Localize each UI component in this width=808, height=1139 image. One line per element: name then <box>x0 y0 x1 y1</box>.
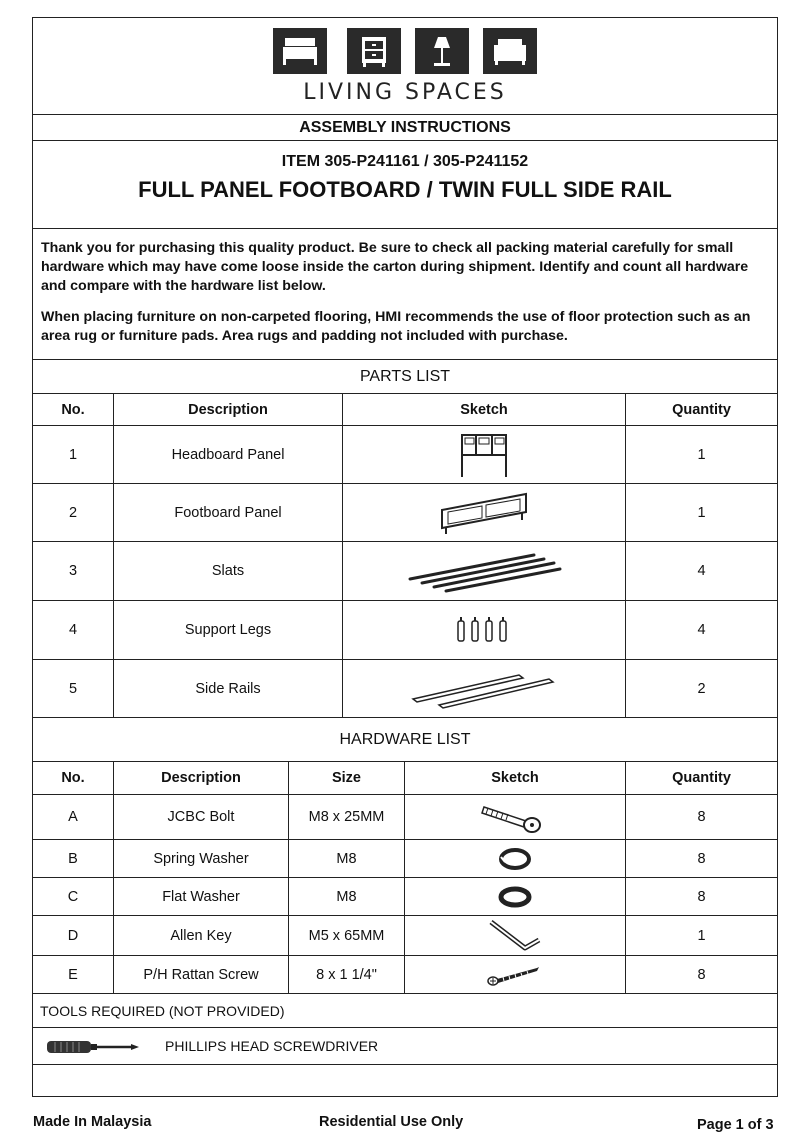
hardware-description: Allen Key <box>114 916 289 955</box>
instruction-sheet <box>32 17 778 1097</box>
hardware-quantity: 8 <box>697 888 706 905</box>
col-no: No. <box>33 394 114 425</box>
col-size: Size <box>289 762 405 794</box>
col-quantity: Quantity <box>672 770 731 786</box>
brand-logo <box>33 18 777 115</box>
parts-list-title: PARTS LIST <box>33 360 777 394</box>
hardware-description: JCBC Bolt <box>114 795 289 839</box>
parts-table <box>33 394 777 718</box>
hardware-size: M8 <box>289 840 405 877</box>
side-rails-icon <box>343 660 626 717</box>
page-number: Page 1 of 3 <box>697 1117 774 1133</box>
hardware-size: 8 x 1 1/4" <box>289 956 405 993</box>
part-quantity: 4 <box>697 563 706 579</box>
table-row <box>33 426 777 484</box>
table-row <box>33 484 777 542</box>
part-description: Footboard Panel <box>114 484 343 541</box>
part-no: 2 <box>33 484 114 541</box>
flat-washer-icon <box>405 878 626 915</box>
hardware-table <box>33 762 777 994</box>
hardware-quantity: 8 <box>697 809 706 825</box>
hardware-size: M5 x 65MM <box>289 916 405 955</box>
part-no: 4 <box>33 601 114 659</box>
table-row <box>33 601 777 660</box>
item-header <box>33 141 777 229</box>
table-row <box>33 660 777 718</box>
part-quantity: 1 <box>697 504 706 521</box>
allen-key-icon <box>405 916 626 955</box>
part-description: Side Rails <box>114 660 343 717</box>
screw-icon <box>405 956 626 993</box>
spring-washer-icon <box>405 840 626 877</box>
tools-row <box>33 1028 777 1065</box>
hardware-no: A <box>33 795 114 839</box>
hardware-no: D <box>33 916 114 955</box>
col-no: No. <box>33 762 114 794</box>
hardware-quantity: 8 <box>697 966 706 983</box>
hardware-size: M8 x 25MM <box>289 795 405 839</box>
hardware-list-title: HARDWARE LIST <box>33 719 777 762</box>
hardware-size: M8 <box>289 878 405 915</box>
support-legs-icon <box>343 601 626 659</box>
part-no: 1 <box>33 426 114 483</box>
headboard-panel-icon <box>343 426 626 483</box>
col-description: Description <box>114 394 343 425</box>
hardware-no: B <box>33 840 114 877</box>
armchair-icon <box>483 28 537 74</box>
nightstand-icon <box>347 28 401 74</box>
part-quantity: 1 <box>697 446 706 463</box>
table-row <box>33 878 777 916</box>
tool-name: PHILLIPS HEAD SCREWDRIVER <box>165 1038 379 1054</box>
intro-paragraph-2: When placing furniture on non-carpeted flooring, HMI recommends the use of floor protection such as an area rug or furniture pads. Area rugs and padding not included with purchase. <box>41 309 751 344</box>
part-description: Headboard Panel <box>114 426 343 483</box>
bed-icon <box>273 28 327 74</box>
tools-required-title: TOOLS REQUIRED (NOT PROVIDED) <box>33 994 777 1028</box>
part-quantity: 2 <box>697 680 706 697</box>
parts-header-row <box>33 394 777 426</box>
screwdriver-icon <box>45 1036 141 1061</box>
table-row <box>33 916 777 956</box>
table-row <box>33 795 777 840</box>
part-no: 3 <box>33 542 114 600</box>
intro-paragraph-1: Thank you for purchasing this quality product. Be sure to check all packing material carefully for small hardware which may have come loose inside the carton during shipment. Identify and count all hardware and compare with the hardware list below. <box>41 240 749 294</box>
lamp-icon <box>415 28 469 74</box>
made-in-label: Made In Malaysia <box>33 1114 152 1130</box>
col-sketch: Sketch <box>343 394 626 425</box>
part-description: Slats <box>114 542 343 600</box>
intro-text <box>33 229 777 360</box>
hardware-description: P/H Rattan Screw <box>114 956 289 993</box>
hardware-no: E <box>33 956 114 993</box>
col-quantity: Quantity <box>672 401 731 418</box>
hardware-quantity: 1 <box>697 927 706 944</box>
part-quantity: 4 <box>697 622 706 638</box>
assembly-heading: ASSEMBLY INSTRUCTIONS <box>33 115 777 141</box>
residential-use-label: Residential Use Only <box>319 1114 464 1130</box>
hardware-header-row <box>33 762 777 795</box>
product-title: FULL PANEL FOOTBOARD / TWIN FULL SIDE RAIL <box>138 177 672 202</box>
table-row <box>33 840 777 878</box>
part-description: Support Legs <box>114 601 343 659</box>
hardware-description: Spring Washer <box>114 840 289 877</box>
col-description: Description <box>114 762 289 794</box>
table-row <box>33 542 777 601</box>
slats-icon <box>343 542 626 600</box>
part-no: 5 <box>33 660 114 717</box>
col-sketch: Sketch <box>405 762 626 794</box>
brand-name: LIVING SPACES <box>303 80 507 105</box>
bolt-icon <box>405 795 626 839</box>
table-row <box>33 956 777 994</box>
hardware-no: C <box>33 878 114 915</box>
footboard-panel-icon <box>343 484 626 541</box>
hardware-description: Flat Washer <box>114 878 289 915</box>
hardware-quantity: 8 <box>697 850 706 867</box>
item-number: ITEM 305-P241161 / 305-P241152 <box>281 153 529 170</box>
